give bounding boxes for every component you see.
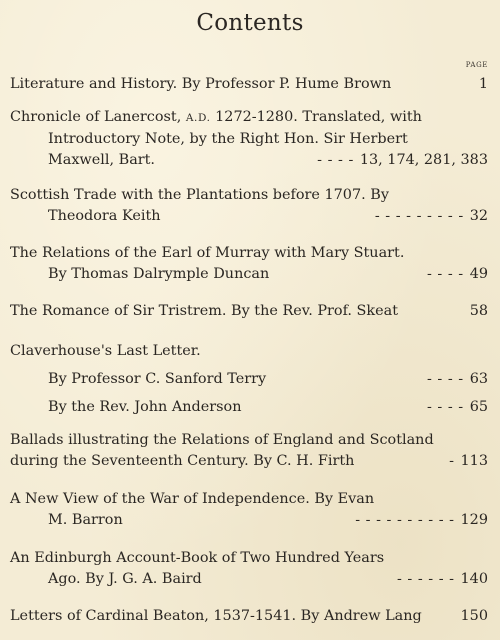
page-number: 63 — [469, 371, 488, 387]
page-number: 13, 174, 281, 383 — [359, 152, 488, 168]
entry-title: An Edinburgh Account-Book of Two Hundred Years — [10, 550, 385, 566]
entry-author: M. Barron — [48, 512, 123, 528]
toc-line — [10, 206, 488, 227]
entry-title: The Romance of Sir Tristrem. By the Rev. Prof. Skeat — [10, 303, 399, 319]
toc-entry-claverhouse — [10, 341, 488, 362]
toc-entry-cardinal-beaton — [10, 606, 488, 627]
page-number: 113 — [460, 453, 488, 469]
page-title: Contents — [196, 10, 304, 36]
toc-line — [10, 548, 488, 569]
entry-title-part: Chronicle of Lanercost, — [10, 109, 186, 125]
toc-line — [10, 510, 488, 531]
toc-entry-earl-of-murray — [10, 243, 488, 285]
toc-line — [10, 489, 488, 510]
page-number: 49 — [469, 266, 488, 282]
leader-dashes: - - - - — [427, 371, 464, 387]
entry-author: By Thomas Dalrymple Duncan — [48, 266, 270, 282]
toc-entry-ballads — [10, 430, 488, 472]
page-number: 65 — [469, 399, 488, 415]
entry-author: Maxwell, Bart. — [48, 152, 156, 168]
toc-line — [10, 243, 488, 264]
entry-title — [10, 107, 422, 129]
leader-dashes: - - - - - - - - - - — [355, 512, 455, 528]
toc-line — [10, 107, 488, 129]
entry-title: Ballads illustrating the Relations of England and Scotland — [10, 432, 434, 448]
page-number: 58 — [469, 303, 488, 319]
entry-title: The Relations of the Earl of Murray with Mary Stuart. — [10, 245, 405, 261]
toc-line — [10, 264, 488, 285]
toc-line — [10, 451, 488, 472]
toc-subentry-anderson — [10, 397, 488, 418]
toc-line — [10, 569, 488, 590]
leader-dashes: - - - - — [427, 399, 464, 415]
leader-dashes: - - - - - - - - - — [374, 208, 464, 224]
page-number: 140 — [460, 571, 488, 587]
toc-entry-chronicle-of-lanercost — [10, 107, 488, 171]
leader-dashes: - - - - - - — [396, 571, 455, 587]
entry-title-era: A.D. — [185, 112, 211, 124]
toc-line — [10, 397, 488, 418]
entry-title: Letters of Cardinal Beaton, 1537-1541. By Andrew Lang — [10, 608, 422, 624]
toc-entry-war-of-independence — [10, 489, 488, 531]
page-column-label: PAGE — [465, 61, 488, 69]
toc-line — [10, 606, 488, 627]
toc-subentry-terry — [10, 369, 488, 390]
toc-line — [10, 369, 488, 390]
entry-title-continued: Introductory Note, by the Right Hon. Sir Herbert — [48, 131, 408, 147]
entry-author: during the Seventeenth Century. By C. H. Firth — [10, 453, 355, 469]
entry-title: Literature and History. By Professor P. Hume Brown — [10, 76, 392, 92]
toc-line — [10, 341, 488, 362]
entry-author: Theodora Keith — [48, 208, 161, 224]
entry-title: Scottish Trade with the Plantations before 1707. By — [10, 187, 389, 203]
leader-dashes: - — [449, 453, 455, 469]
toc-line — [10, 129, 488, 150]
entry-title: A New View of the War of Independence. By Evan — [10, 491, 375, 507]
entry-title: Claverhouse's Last Letter. — [10, 343, 201, 359]
toc-entry-scottish-trade — [10, 185, 488, 227]
entry-author: By Professor C. Sanford Terry — [48, 371, 267, 387]
toc-entry-literature-and-history — [10, 74, 488, 95]
toc-line — [10, 301, 488, 322]
toc-entry-edinburgh-account-book — [10, 548, 488, 590]
page-number: 129 — [460, 512, 488, 528]
leader-dashes: - - - - — [427, 266, 464, 282]
page-number: 150 — [460, 608, 488, 624]
toc-line — [10, 150, 488, 171]
toc-line — [10, 430, 488, 451]
leader-dashes: - - - - — [317, 152, 354, 168]
entry-title-part: 1272-1280. Translated, with — [210, 109, 422, 125]
entry-author: Ago. By J. G. A. Baird — [48, 571, 202, 587]
page-number: 32 — [469, 208, 488, 224]
page-number: 1 — [478, 76, 488, 92]
entry-author: By the Rev. John Anderson — [48, 399, 242, 415]
toc-line — [10, 185, 488, 206]
toc-line — [10, 74, 488, 95]
toc-entry-sir-tristrem — [10, 301, 488, 322]
